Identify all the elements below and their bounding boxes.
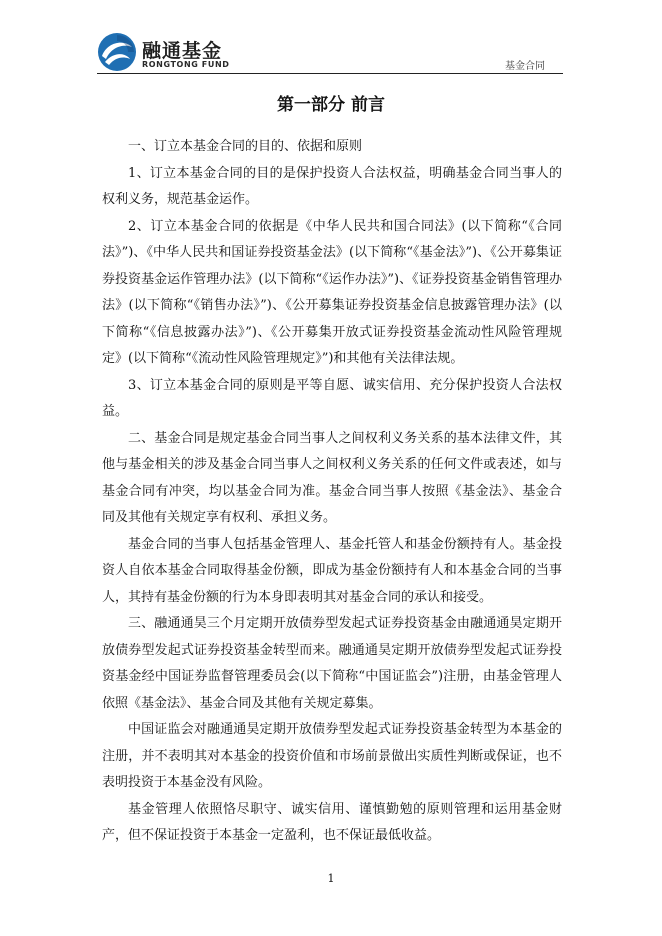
document-body	[102, 134, 562, 850]
brand-name-chinese: 融通基金	[142, 40, 223, 62]
paragraph: 二、基金合同是规定基金合同当事人之间权利义务关系的基本法律文件，其他与基金相关的涉及基金合同当事人之间权利义务关系的任何文件或表述，如与基金合同有冲突，均以基金合同为准。基金合同当事人按照《基金法》、基金合同及其他有关规定享有权利、承担义务。	[102, 430, 562, 525]
page-number: 1	[327, 872, 335, 885]
page-header	[97, 30, 563, 74]
paragraph: 基金管理人依照恪尽职守、诚实信用、谨慎勤勉的原则管理和运用基金财产，但不保证投资于本基金一定盈利，也不保证最低收益。	[102, 801, 562, 843]
header-divider	[97, 73, 563, 74]
paragraph-heading-1: 一、订立本基金合同的目的、依据和原则	[128, 139, 363, 154]
paragraph: 中国证监会对融通通昊定期开放债券型发起式证券投资基金转型为本基金的注册，并不表明其对本基金的投资价值和市场前景做出实质性判断或保证，也不表明投资于本基金没有风险。	[102, 722, 562, 790]
brand-name-english: RONGTONG FUND	[142, 60, 230, 69]
paragraph: 2、订立本基金合同的依据是《中华人民共和国合同法》(以下简称“《合同法》”)、《中华人民共和国证券投资基金法》(以下简称“《基金法》”)、《公开募集证券投资基金运作管理办法》(以下简称“《运作办法》”)、《证券投资基金销售管理办法》(以下简称“《销售办法》”)、《公开募集证券投资基金信息披露管理办法》(以下简称“《信息披露办法》”)、《公开募集开放式证券投资基金流动性风险管理规定》(以下简称“《流动性风险管理规定》”)和其他有关法律法规。	[102, 218, 562, 366]
paragraph: 三、融通通昊三个月定期开放债券型发起式证券投资基金由融通通昊定期开放债券型发起式证券投资基金转型而来。融通通昊定期开放债券型发起式证券投资基金经中国证券监督管理委员会(以下简称“中国证监会”)注册，由基金管理人依照《基金法》、基金合同及其他有关规定募集。	[102, 616, 562, 711]
paragraph: 3、订立本基金合同的原则是平等自愿、诚实信用、充分保护投资人合法权益。	[102, 377, 562, 419]
rongtong-logo-icon	[97, 32, 137, 72]
paragraph: 基金合同的当事人包括基金管理人、基金托管人和基金份额持有人。基金投资人自依本基金合同取得基金份额，即成为基金份额持有人和本基金合同的当事人，其持有基金份额的行为本身即表明其对基金合同的承认和接受。	[102, 536, 562, 605]
section-title: 第一部分 前言	[277, 95, 385, 115]
document-type-label: 基金合同	[505, 61, 545, 72]
paragraph: 1、订立本基金合同的目的是保护投资人合法权益，明确基金合同当事人的权利义务，规范基金运作。	[102, 165, 562, 207]
